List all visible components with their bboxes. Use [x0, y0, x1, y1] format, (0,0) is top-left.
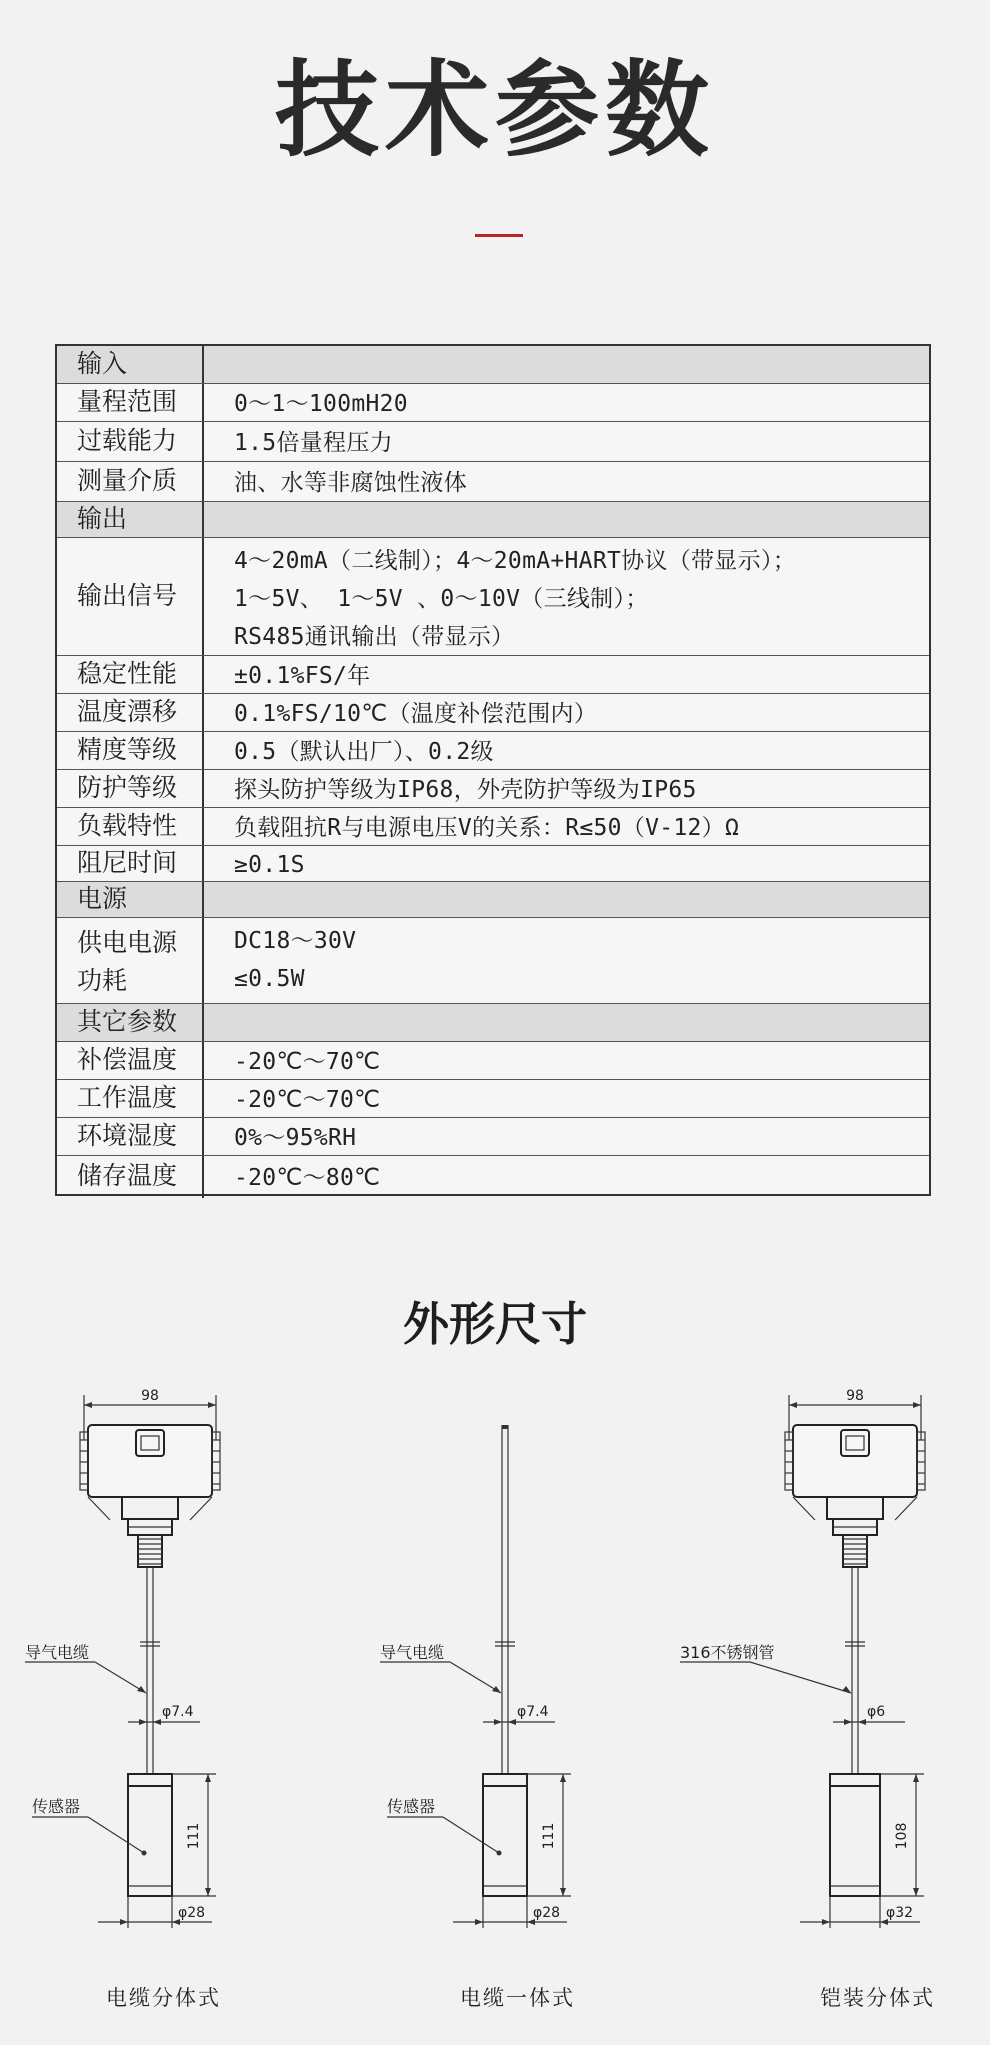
- spec-value: [234, 846, 929, 884]
- spec-row: [57, 808, 929, 846]
- spec-label: [57, 732, 204, 769]
- spec-section-row: [57, 346, 929, 384]
- spec-value-text: -20℃～70℃: [234, 1049, 381, 1075]
- sensor-leader: [88, 1817, 144, 1853]
- leader-arrow: [842, 1686, 851, 1693]
- housing-fin: [80, 1432, 88, 1490]
- spec-value: [234, 770, 929, 810]
- spec-value: [234, 694, 929, 734]
- dimension-diagrams: [0, 1370, 990, 2030]
- sensor-leader-dot: [142, 1851, 147, 1856]
- spec-row: [57, 1042, 929, 1080]
- cable-break: [845, 1642, 865, 1646]
- sensor-label: 传感器: [32, 1797, 81, 1816]
- sensor-cap: [830, 1774, 880, 1786]
- sensor-dia-label: φ32: [886, 1905, 914, 1921]
- width-dim-label: 98: [846, 1388, 864, 1404]
- spec-value-text: 0～1～100mH20: [234, 391, 408, 417]
- spec-label: [57, 656, 204, 693]
- spec-value: [234, 1118, 929, 1158]
- spec-row: [57, 918, 929, 1004]
- spec-value: [234, 918, 929, 998]
- spec-row: [57, 732, 929, 770]
- spec-value: [234, 732, 929, 772]
- spec-label: [57, 502, 204, 537]
- caption-cable-integrated: 电缆一体式: [460, 1986, 575, 2010]
- cable-leader: [450, 1662, 501, 1693]
- spec-row: [57, 846, 929, 882]
- spec-label: [57, 918, 204, 1003]
- spec-value: [234, 1156, 929, 1200]
- spec-value: [234, 656, 929, 696]
- spec-value: [234, 462, 929, 504]
- spec-value: [234, 538, 929, 656]
- dimensions-title: 外形尺寸: [403, 1297, 587, 1351]
- spec-row: [57, 462, 929, 502]
- sensor-dia-label: φ28: [178, 1905, 206, 1921]
- housing-fin: [785, 1432, 793, 1490]
- cable-break: [495, 1642, 515, 1646]
- spec-label-text: 输出: [77, 504, 128, 533]
- neck-lines: [88, 1497, 212, 1520]
- spec-value-text: RS485通讯输出（带显示）: [234, 624, 515, 650]
- cable-label: 316不锈钢管: [680, 1643, 775, 1662]
- spec-label: [57, 538, 204, 655]
- spec-label-text: 过载能力: [77, 426, 178, 455]
- spec-label: [57, 1042, 204, 1079]
- spec-label-text: 输出信号: [77, 581, 178, 610]
- spec-label: [57, 1080, 204, 1117]
- spec-label-text: 补偿温度: [77, 1045, 178, 1074]
- transmitter-head: [80, 1425, 220, 1567]
- spec-label: [57, 1118, 204, 1155]
- cable-break: [140, 1642, 160, 1646]
- cable-dia-label: φ7.4: [162, 1704, 194, 1720]
- spec-label-text: 防护等级: [77, 773, 178, 802]
- thread-fitting: [138, 1535, 162, 1567]
- housing-neck: [827, 1497, 883, 1519]
- spec-value-text: 1.5倍量程压力: [234, 430, 393, 456]
- spec-value: [234, 422, 929, 464]
- spec-label: [57, 808, 204, 845]
- spec-label-text: 负载特性: [77, 811, 178, 840]
- spec-section-row: [57, 502, 929, 538]
- cable-leader: [750, 1662, 851, 1693]
- spec-row: [57, 384, 929, 422]
- sensor-body: [830, 1786, 880, 1896]
- cable-label: 导气电缆: [25, 1643, 90, 1662]
- caption-armored-split: 铠装分体式: [820, 1986, 935, 2010]
- sensor-leader-dot: [497, 1851, 502, 1856]
- spec-value-text: 4～20mA（二线制）；4～20mA+HART协议（带显示）；: [234, 548, 797, 574]
- spec-label: [57, 882, 204, 917]
- spec-row: [57, 1118, 929, 1156]
- spec-value-text: DC18～30V: [234, 928, 357, 954]
- spec-value: [234, 1042, 929, 1082]
- spec-label-text: 精度等级: [77, 735, 178, 764]
- sensor-leader: [443, 1817, 499, 1853]
- spec-label-text: 其它参数: [77, 1007, 178, 1036]
- title-accent-line: [475, 234, 523, 237]
- spec-row: [57, 770, 929, 808]
- housing-fin: [917, 1432, 925, 1490]
- cable-label: 导气电缆: [380, 1643, 445, 1662]
- sensor-length-label: 108: [894, 1822, 910, 1850]
- leader-arrow: [492, 1686, 501, 1693]
- spec-label-text: 储存温度: [77, 1161, 178, 1190]
- sensor-label: 传感器: [387, 1797, 436, 1816]
- spec-value-text: ±0.1%FS/年: [234, 663, 371, 689]
- spec-label-text: 功耗: [77, 966, 128, 995]
- spec-value-text: -20℃～80℃: [234, 1165, 381, 1191]
- spec-value-text: -20℃～70℃: [234, 1087, 381, 1113]
- housing-fin: [212, 1432, 220, 1490]
- spec-row: [57, 694, 929, 732]
- spec-value-text: ≤0.5W: [234, 966, 305, 992]
- spec-label: [57, 1004, 204, 1041]
- spec-value: [234, 384, 929, 424]
- spec-section-row: [57, 882, 929, 918]
- spec-value-text: 0%～95%RH: [234, 1125, 357, 1151]
- sensor-cap: [128, 1774, 172, 1786]
- spec-label: [57, 462, 204, 501]
- cable-end: [502, 1425, 508, 1429]
- sensor-dia-label: φ28: [533, 1905, 561, 1921]
- caption-cable-split: 电缆分体式: [106, 1986, 221, 2010]
- spec-label: [57, 770, 204, 807]
- spec-value-text: 1～5V、 1～5V 、0～10V（三线制）；: [234, 586, 649, 612]
- spec-value-text: 0.5（默认出厂）、0.2级: [234, 739, 494, 765]
- spec-value-text: ≥0.1S: [234, 852, 305, 878]
- sensor-length-label: 111: [541, 1822, 557, 1850]
- spec-label-text: 稳定性能: [77, 659, 178, 688]
- spec-label-text: 电源: [77, 884, 128, 913]
- cable-leader: [95, 1662, 146, 1693]
- spec-label-text: 量程范围: [77, 387, 178, 416]
- spec-label: [57, 1156, 204, 1198]
- spec-label-text: 工作温度: [77, 1083, 178, 1112]
- spec-value-text: 油、水等非腐蚀性液体: [234, 470, 467, 496]
- spec-row: [57, 1156, 929, 1198]
- spec-row: [57, 538, 929, 656]
- spec-label-text: 环境湿度: [77, 1121, 178, 1150]
- spec-value: [234, 808, 929, 848]
- neck-lines: [793, 1497, 917, 1520]
- spec-label-text: 测量介质: [77, 466, 178, 495]
- spec-label: [57, 694, 204, 731]
- leader-arrow: [137, 1686, 146, 1693]
- transmitter-head: [785, 1425, 925, 1567]
- page-title: 技术参数: [274, 49, 715, 171]
- sensor-body: [483, 1786, 527, 1896]
- sensor-cap: [483, 1774, 527, 1786]
- housing-neck: [122, 1497, 178, 1519]
- spec-value-text: 0.1%FS/10℃（温度补偿范围内）: [234, 701, 598, 727]
- spec-value-text: 探头防护等级为IP68，外壳防护等级为IP65: [234, 777, 697, 803]
- sensor-body: [128, 1786, 172, 1896]
- spec-label-text: 温度漂移: [77, 697, 178, 726]
- thread-fitting: [843, 1535, 867, 1567]
- spec-label: [57, 384, 204, 421]
- spec-value-text: 负载阻抗R与电源电压V的关系：R≤50（V-12）Ω: [234, 815, 740, 841]
- width-dim-label: 98: [141, 1388, 159, 1404]
- cable-dia-label: φ6: [867, 1704, 886, 1720]
- spec-value: [234, 1080, 929, 1120]
- spec-section-row: [57, 1004, 929, 1042]
- spec-row: [57, 656, 929, 694]
- spec-row: [57, 1080, 929, 1118]
- spec-label: [57, 846, 204, 881]
- spec-label: [57, 346, 204, 383]
- spec-label-text: 阻尼时间: [77, 848, 178, 877]
- spec-label-text: 供电电源: [77, 928, 178, 957]
- spec-label-text: 输入: [77, 349, 128, 378]
- spec-label: [57, 422, 204, 461]
- cable-dia-label: φ7.4: [517, 1704, 549, 1720]
- spec-row: [57, 422, 929, 462]
- spec-table: [55, 344, 931, 1196]
- sensor-length-label: 111: [186, 1822, 202, 1850]
